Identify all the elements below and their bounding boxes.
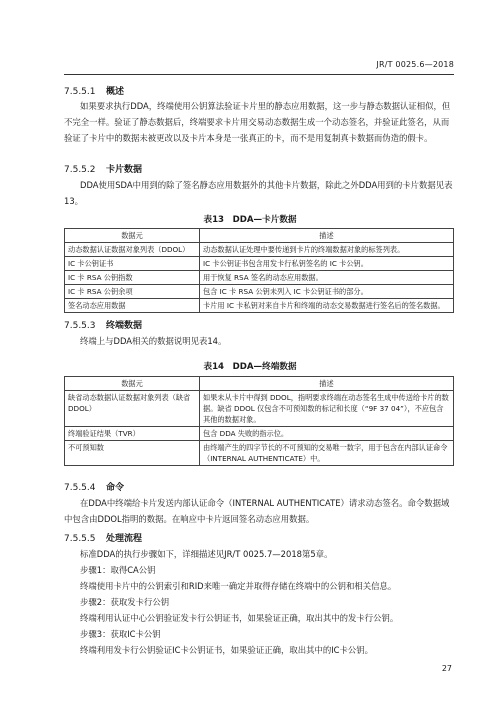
paragraph-overview: 如果要求执行DDA，终端使用公钥算法验证卡片里的静态应用数据，这一步与静态数据认证相似，但不完全一样。验证了静态数据后，终端要求卡片用交易动态数据生成一个动态签名，并验证此签名，从而验证了卡片中的数据未被更改以及卡片本身是一张真正的卡，而不是用复制真卡数据而伪造的假卡。 (64, 101, 451, 143)
column-header: 数据元 (65, 377, 200, 391)
standard-number: JR/T 0025.6—2018 (376, 60, 454, 69)
table-cell: 不可预知数 (65, 441, 200, 466)
table-row (65, 257, 454, 271)
section-heading-process-flow (64, 531, 142, 544)
table-13-caption: 表13 DDA—卡片数据 (203, 215, 297, 225)
table-row (65, 271, 454, 285)
section-number: 7.5.5.4 (64, 483, 96, 493)
page-number: 27 (441, 664, 452, 673)
table-cell: IC 卡 RSA 公钥余项 (65, 285, 200, 299)
section-heading-terminal-data (64, 318, 142, 331)
table-cell: 缺省动态数据认证数据对象列表（缺省 DDOL） (65, 391, 200, 427)
section-number: 7.5.5.5 (64, 534, 96, 544)
table-cell: IC 卡公钥证书包含用发卡行私钥签名的 IC 卡公钥。 (200, 257, 454, 271)
table-cell: 签名动态应用数据 (65, 299, 200, 313)
table-cell: 包含 DDA 失败的指示位。 (200, 427, 454, 441)
section-heading-overview (64, 84, 124, 97)
column-header: 描述 (200, 229, 454, 243)
paragraph-command: 在DDA中终端给卡片发送内部认证命令（INTERNAL AUTHENTICATE）请求动态签名。命令数据域中包含由DDOL指明的数据。在响应中卡片返回签名动态应用数据。 (64, 498, 450, 524)
section-number: 7.5.5.2 (64, 165, 96, 175)
paragraph-card-data: DDA使用SDA中用到的除了签名静态应用数据外的其他卡片数据，除此之外DDA用到的卡片数据见表13。 (64, 180, 453, 206)
paragraph-terminal-data: 终端上与DDA相关的数据说明见表14。 (80, 336, 227, 346)
table-row (65, 441, 454, 466)
table-13 (64, 228, 454, 313)
section-title: 终端数据 (106, 321, 143, 331)
table-row (65, 299, 454, 313)
table-cell: 卡片用 IC 卡私钥对来自卡片和终端的动态交易数据进行签名后的签名数据。 (200, 299, 454, 313)
table-row (65, 285, 454, 299)
column-header: 描述 (200, 377, 454, 391)
table-row (65, 243, 454, 257)
section-number: 7.5.5.1 (64, 87, 96, 97)
section-title: 概述 (106, 87, 125, 97)
process-line: 终端利用发卡行公钥验证IC卡公钥证书，如果验证正确，取出其中的IC卡公钥。 (80, 645, 374, 655)
table-cell: 包含 IC 卡 RSA 公钥未列入 IC 卡公钥证书的部分。 (200, 285, 454, 299)
section-title: 命令 (106, 483, 125, 493)
table-header-row (65, 229, 454, 243)
table-cell: 动态数据认证处理中要传递到卡片的终端数据对象的标签列表。 (200, 243, 454, 257)
process-step-heading: 步骤1：取得CA公钥 (80, 565, 156, 575)
table-row (65, 391, 454, 427)
table-14 (64, 376, 454, 466)
column-header: 数据元 (65, 229, 200, 243)
table-cell: 动态数据认证数据对象列表（DDOL） (65, 243, 200, 257)
section-title: 处理流程 (106, 534, 143, 544)
process-step-heading: 步骤2：获取发卡行公钥 (80, 597, 170, 607)
section-heading-card-data (64, 162, 142, 175)
table-cell: IC 卡公钥证书 (65, 257, 200, 271)
process-step-heading: 步骤3：获取IC卡公钥 (80, 629, 161, 639)
table-cell: 终端验证结果（TVR） (65, 427, 200, 441)
section-number: 7.5.5.3 (64, 321, 96, 331)
table-row (65, 427, 454, 441)
process-line: 终端使用卡片中的公钥索引和RID来唯一确定并取得存储在终端中的公钥和相关信息。 (80, 581, 397, 591)
table-cell: 如果未从卡片中得到 DDOL，指明要求终端在动态签名生成中传送给卡片的数据。缺省 DDOL 仅包含不可预知数的标记和长度（“9F 37 04”），不应包含其他的数据对象。 (200, 391, 454, 427)
section-heading-command (64, 480, 124, 493)
table-cell: 用于恢复 RSA 签名的动态应用数据。 (200, 271, 454, 285)
header-rule (64, 74, 454, 75)
section-title: 卡片数据 (106, 165, 143, 175)
table-cell: IC 卡 RSA 公钥指数 (65, 271, 200, 285)
process-line: 终端利用认证中心公钥验证发卡行公钥证书，如果验证正确，取出其中的发卡行公钥。 (80, 613, 399, 623)
table-header-row (65, 377, 454, 391)
table-cell: 由终端产生的四字节长的不可预知的交易唯一数字，用于包含在内部认证命令（INTERNAL AUTHENTICATE）中。 (200, 441, 454, 466)
process-line: 标准DDA的执行步骤如下，详细描述见JR/T 0025.7—2018第5章。 (80, 549, 333, 559)
table-14-caption: 表14 DDA—终端数据 (203, 362, 297, 372)
